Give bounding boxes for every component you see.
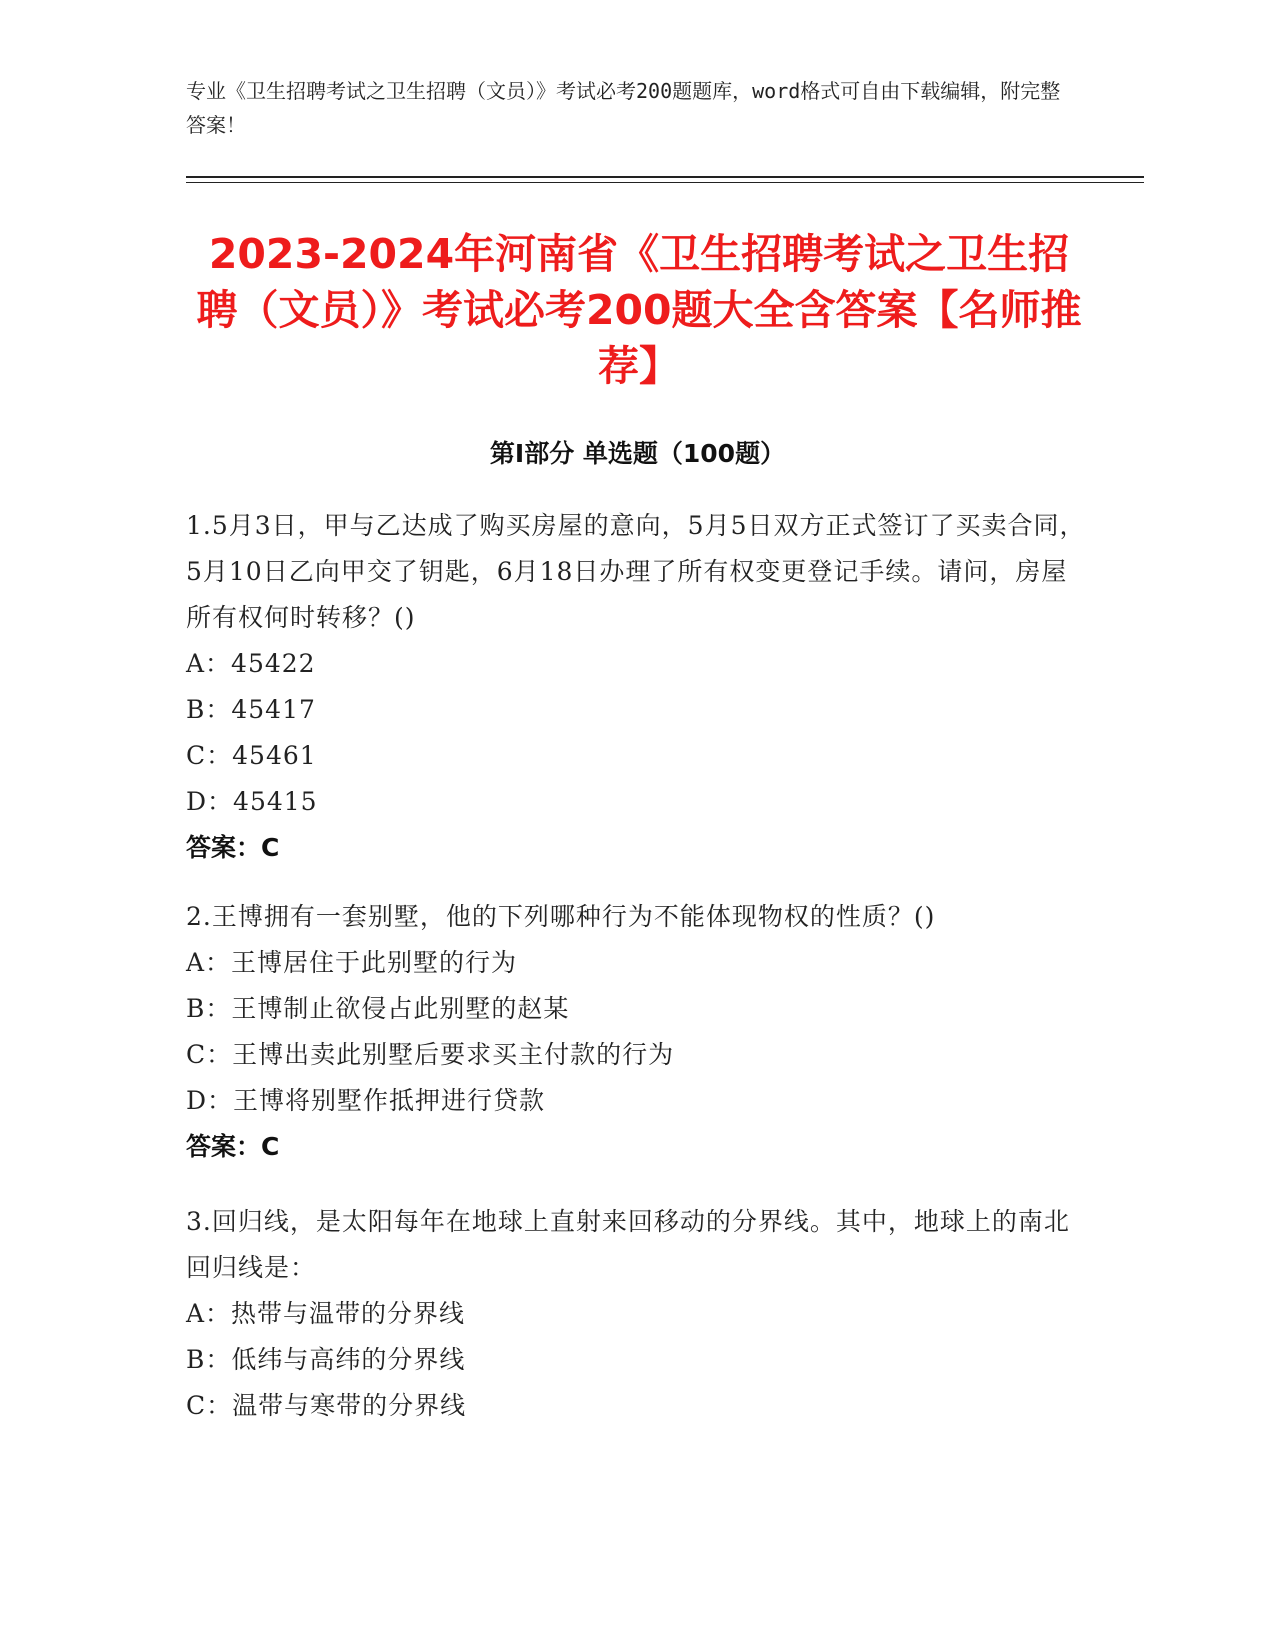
question-1 [186,503,1086,871]
question-stem: 3.回归线，是太阳每年在地球上直射来回移动的分界线。其中，地球上的南北回归线是： [186,1207,1070,1282]
option-b: B：低纬与高纬的分界线 [186,1345,466,1374]
question-stem: 1.5月3日，甲与乙达成了购买房屋的意向，5月5日双方正式签订了买卖合同，5月10日乙向甲交了钥匙，6月18日办理了所有权变更登记手续。请问，房屋所有权何时转移？() [186,511,1086,632]
header-rule-thin [186,182,1144,183]
option-c: C：45461 [186,741,317,770]
question-3 [186,1199,1086,1429]
document-title: 2023-2024年河南省《卫生招聘考试之卫生招聘（文员）》考试必考200题大全含答案【名师推荐】 [196,230,1082,390]
option-b: B：45417 [186,695,316,724]
option-d: D：王博将别墅作抵押进行贷款 [186,1086,546,1115]
option-c: C：王博出卖此别墅后要求买主付款的行为 [186,1040,675,1069]
option-c: C：温带与寒带的分界线 [186,1391,467,1420]
section-heading: 第I部分 单选题（100题） [489,439,786,468]
option-a: A：王博居住于此别墅的行为 [186,948,518,977]
answer: 答案：C [186,1132,280,1161]
option-a: A：45422 [186,649,316,678]
question-stem: 2.王博拥有一套别墅，他的下列哪种行为不能体现物权的性质？() [186,902,936,931]
option-b: B：王博制止欲侵占此别墅的赵某 [186,994,570,1023]
header-rule-thick [186,176,1144,178]
header-note: 专业《卫生招聘考试之卫生招聘（文员）》考试必考200题题库，word格式可自由下载编辑，附完整答案！ [186,79,1061,137]
option-d: D：45415 [186,787,318,816]
option-a: A：热带与温带的分界线 [186,1299,466,1328]
answer: 答案：C [186,833,280,862]
question-2 [186,894,1086,1170]
